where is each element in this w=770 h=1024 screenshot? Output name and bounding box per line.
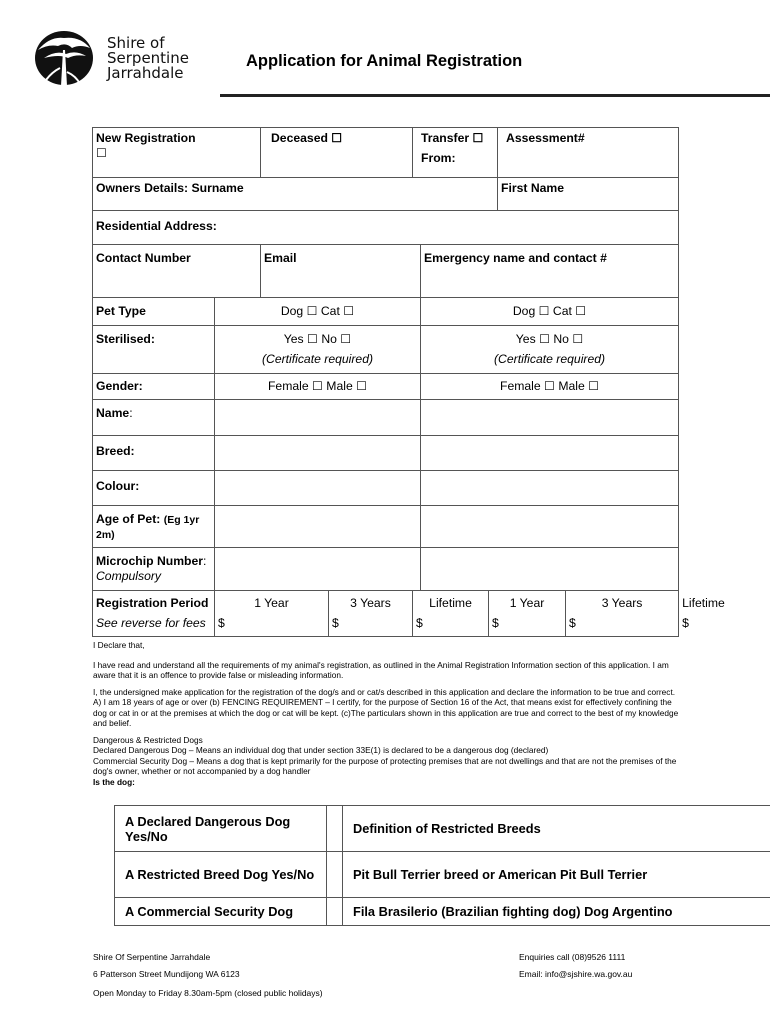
footer-email[interactable]: Email: info@sjshire.wa.gov.au xyxy=(519,969,633,979)
owners-surname-label: Owners Details: Surname xyxy=(96,181,244,195)
microchip-colon: : xyxy=(203,554,207,568)
gender-label: Gender: xyxy=(96,379,143,393)
email-cell[interactable] xyxy=(261,245,421,298)
period-label: 1 Year xyxy=(254,596,289,610)
declared-dangerous-cell[interactable] xyxy=(115,806,327,852)
logo-text xyxy=(107,36,189,81)
footer-enquiries: Enquiries call (08)9526 1111 xyxy=(519,952,626,962)
declare-that: I Declare that, xyxy=(93,640,145,650)
period-label: 3 Years xyxy=(601,596,643,610)
title-rule xyxy=(220,94,770,97)
registration-period-label: Registration Period xyxy=(96,596,209,610)
deceased-checkbox[interactable]: Deceased ☐ xyxy=(271,131,343,145)
spacer-cell xyxy=(327,898,343,926)
transfer-checkbox[interactable]: Transfer ☐ xyxy=(421,131,484,145)
see-reverse-note: See reverse for fees xyxy=(96,616,206,630)
definition-heading-cell xyxy=(343,806,770,852)
declaration-paragraph-1: I have read and understand all the requirements of my animal's registration, as outlined in the Animal Registration Information section of this application. I am aware that it is an offence to provide false or misleading information. xyxy=(93,659,669,680)
pit-bull-cell xyxy=(343,852,770,898)
fila-cell xyxy=(343,898,770,926)
sterilised-checkboxes-1[interactable]: Yes ☐ No ☐ xyxy=(283,332,352,346)
microchip-label-cell xyxy=(93,548,215,591)
dangerous-dogs-heading: Dangerous & Restricted Dogs xyxy=(93,734,203,745)
emergency-contact-cell[interactable] xyxy=(421,245,679,298)
name-colon: : xyxy=(129,406,133,420)
name-label-cell xyxy=(93,400,215,436)
sterilised-checkboxes-2[interactable]: Yes ☐ No ☐ xyxy=(515,332,584,346)
period-1-year-a[interactable] xyxy=(215,591,329,637)
gender-label-cell xyxy=(93,374,215,400)
declaration-section xyxy=(93,640,683,787)
dog-classification-table xyxy=(114,805,770,926)
compulsory-note: Compulsory xyxy=(96,569,162,583)
registration-form: New Registration ☐ Deceased ☐ Transfer ☐ From: Assessment# Owners Details: Surname First Name Residential Address: Contact Number Email Emergency name and contact # Pet Type Dog ☐ Cat ☐ Dog ☐ Cat ☐ Sterilised: Yes ☐ No ☐ (Certificate required) Yes ☐ No ☐ (Certificate required) Gender: Female ☐ Male ☐ Female ☐ Male ☐ Name: Breed: Colour: Age of Pet: (Eg 1yr 2m) Microchip Number: Compulsory Registration Period See reverse for fees 1 Year $ 3 Years $ Lifetime $ 1 Year $ 3 Years $ Lifetime $ xyxy=(92,127,679,637)
period-lifetime-a[interactable] xyxy=(413,591,489,637)
period-label: Lifetime xyxy=(429,596,472,610)
age-label-cell xyxy=(93,506,215,548)
logo-line-3: Jarrahdale xyxy=(107,64,184,82)
emergency-contact-label: Emergency name and contact # xyxy=(424,251,607,265)
name-input-2[interactable] xyxy=(421,400,679,436)
definition-heading: Definition of Restricted Breeds xyxy=(353,821,541,836)
fee-dollar: $ xyxy=(492,616,499,630)
period-3-years-a[interactable] xyxy=(329,591,413,637)
declared-dangerous-definition: Declared Dangerous Dog – Means an individual dog that under section 33E(1) is declared to be a dangerous dog (declared) xyxy=(93,745,549,755)
registration-period-label-cell xyxy=(93,591,215,637)
tree-logo-icon xyxy=(30,28,102,90)
fee-dollar: $ xyxy=(218,616,225,630)
colour-label-cell xyxy=(93,471,215,506)
age-label: Age of Pet: xyxy=(96,512,161,526)
deceased-cell[interactable] xyxy=(261,128,413,178)
owners-surname-cell[interactable] xyxy=(93,178,498,211)
new-registration-label: New Registration xyxy=(96,131,196,145)
contact-number-label: Contact Number xyxy=(96,251,191,265)
fee-dollar: $ xyxy=(569,616,576,630)
period-label: 3 Years xyxy=(350,596,391,610)
new-registration-cell[interactable] xyxy=(93,128,261,178)
sterilised-label-cell xyxy=(93,326,215,374)
gender-checkboxes-1[interactable]: Female ☐ Male ☐ xyxy=(267,379,368,393)
pet-type-label: Pet Type xyxy=(96,304,146,318)
declared-dangerous-label: A Declared Dangerous Dog Yes/No xyxy=(125,813,291,844)
breed-input-2[interactable] xyxy=(421,436,679,471)
colour-input-1[interactable] xyxy=(215,471,421,506)
new-registration-checkbox[interactable]: ☐ xyxy=(96,146,107,160)
pet-type-checkboxes-2[interactable]: Dog ☐ Cat ☐ xyxy=(512,304,587,318)
microchip-input-1[interactable] xyxy=(215,548,421,591)
fila-text: Fila Brasilerio (Brazilian fighting dog) Dog Argentino xyxy=(353,904,673,919)
gender-options-1[interactable] xyxy=(215,374,421,400)
spacer-cell xyxy=(327,806,343,852)
sterilised-label: Sterilised: xyxy=(96,332,155,346)
pet-type-checkboxes-1[interactable]: Dog ☐ Cat ☐ xyxy=(280,304,355,318)
spacer-cell xyxy=(327,852,343,898)
colour-input-2[interactable] xyxy=(421,471,679,506)
name-input-1[interactable] xyxy=(215,400,421,436)
footer-hours: Open Monday to Friday 8.30am-5pm (closed public holidays) xyxy=(93,988,323,998)
certificate-note-1: (Certificate required) xyxy=(261,352,374,366)
microchip-input-2[interactable] xyxy=(421,548,679,591)
assessment-cell[interactable] xyxy=(498,128,679,178)
footer-org: Shire Of Serpentine Jarrahdale xyxy=(93,952,211,962)
pet-type-options-2[interactable] xyxy=(421,298,679,326)
pet-type-options-1[interactable] xyxy=(215,298,421,326)
age-example: (Eg 1yr 2m) xyxy=(96,514,200,541)
page-title: Application for Animal Registration xyxy=(246,52,523,70)
colour-label: Colour: xyxy=(96,479,140,493)
gender-checkboxes-2[interactable]: Female ☐ Male ☐ xyxy=(500,379,600,393)
transfer-from-label: From: xyxy=(421,151,456,165)
footer-address: 6 Patterson Street Mundijong WA 6123 xyxy=(93,969,240,979)
first-name-cell[interactable] xyxy=(498,178,679,211)
fee-dollar: $ xyxy=(332,616,339,630)
restricted-breed-label: A Restricted Breed Dog Yes/No xyxy=(125,867,315,882)
commercial-security-cell[interactable] xyxy=(115,898,327,926)
sterilised-options-2[interactable] xyxy=(421,326,679,374)
email-label: Email xyxy=(264,251,297,265)
age-input-1[interactable] xyxy=(215,506,421,548)
declaration-paragraph-2: I, the undersigned make application for the registration of the dog/s and or cat/s described in this application and declare the information to be true and correct. A) I am 18 years of age or over (b) FENCING REQUIREMENT – I certify, for the purpose of Section 16 of the Act, that means exist for effectively confining the dog or cat in or at the premises at which the dog or cat will be kept. (c)The particulars shown in this application are true and correct to the best of my knowledge and belief. xyxy=(93,686,679,728)
is-the-dog-label: Is the dog: xyxy=(93,776,135,787)
breed-input-1[interactable] xyxy=(215,436,421,471)
name-label: Name xyxy=(96,406,130,420)
pit-bull-text: Pit Bull Terrier breed or American Pit Bull Terrier xyxy=(353,867,648,882)
shire-logo xyxy=(30,28,230,90)
sterilised-options-1[interactable] xyxy=(215,326,421,374)
logo-line-1: Shire of xyxy=(107,34,165,52)
pet-type-label-cell xyxy=(93,298,215,326)
age-input-2[interactable] xyxy=(421,506,679,548)
microchip-label: Microchip Number xyxy=(96,554,203,568)
restricted-breed-cell[interactable] xyxy=(115,852,327,898)
first-name-label: First Name xyxy=(501,181,565,195)
residential-address-label: Residential Address: xyxy=(96,219,217,233)
period-3-years-b[interactable] xyxy=(566,591,679,637)
commercial-security-label: A Commercial Security Dog xyxy=(125,904,294,919)
contact-number-cell[interactable] xyxy=(93,245,261,298)
fee-dollar: $ xyxy=(416,616,423,630)
gender-options-2[interactable] xyxy=(421,374,679,400)
commercial-security-definition: Commercial Security Dog – Means a dog that is kept primarily for the purpose of protecting premises that are not dwellings and that are not the premises of the dog's owner, whether or not accompanied by a dog handler xyxy=(93,755,677,776)
residential-address-cell[interactable] xyxy=(93,211,679,245)
period-1-year-b[interactable] xyxy=(489,591,566,637)
breed-label: Breed: xyxy=(96,444,135,458)
transfer-cell[interactable] xyxy=(413,128,498,178)
assessment-label: Assessment# xyxy=(506,131,585,145)
certificate-note-2: (Certificate required) xyxy=(494,352,606,366)
breed-label-cell xyxy=(93,436,215,471)
logo-line-2: Serpentine xyxy=(107,49,189,67)
period-label: 1 Year xyxy=(509,596,545,610)
